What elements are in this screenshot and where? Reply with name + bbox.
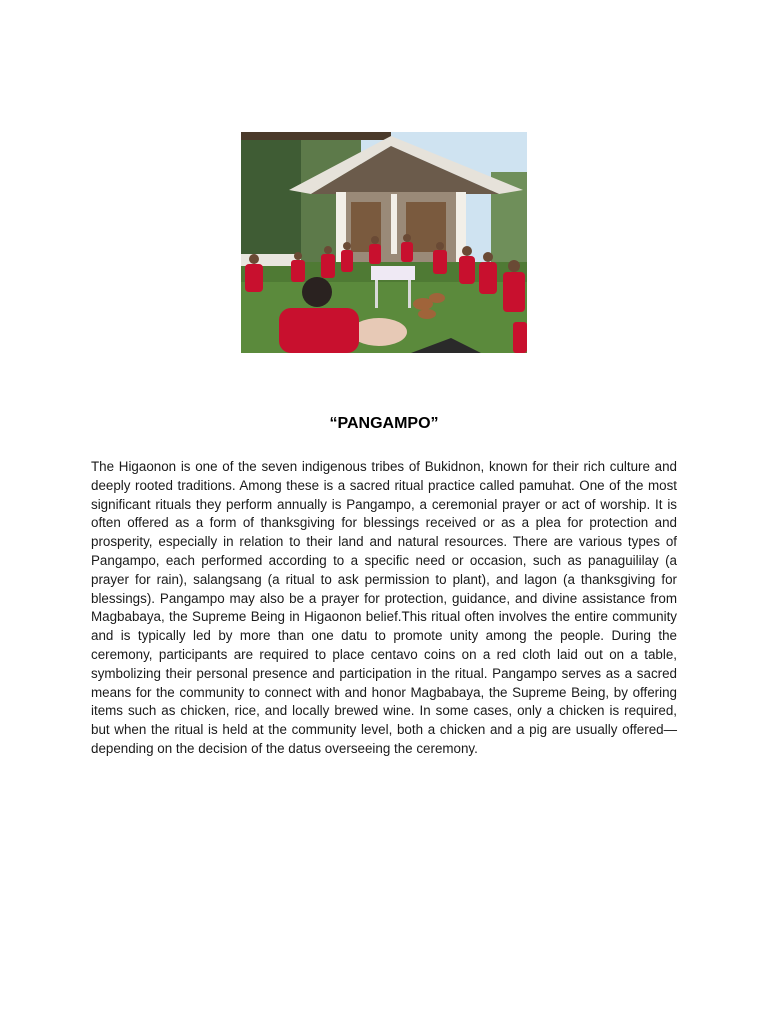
ritual-photo — [241, 132, 527, 353]
body-paragraph: The Higaonon is one of the seven indigenous tribes of Bukidnon, known for their rich culture and deeply rooted traditions. Among these is a sacred ritual practice called pamuhat. One of the most significant rituals they perform annually is Pangampo, a ceremonial prayer or act of worship. It is often offered as a form of thanksgiving for blessings received or as a plea for protection and prosperity, especially in relation to their land and natural resources. There are various types of Pangampo, each performed according to a specific need or occasion, such as panaguililay (a prayer for rain), salangsang (a ritual to ask permission to plant), and lagon (a thanksgiving for blessings). Pangampo may also be a prayer for protection, guidance, and divine assistance from Magbabaya, the Supreme Being in Higaonon belief.This ritual often involves the entire community and is typically led by more than one datu to promote unity among the people. During the ceremony, participants are required to place centavo coins on a red cloth laid out on a table, symbolizing their personal presence and participation in the ritual. Pangampo serves as a sacred means for the community to connect with and honor Magbabaya, the Supreme Being, by offering items such as chicken, rice, and locally brewed wine. In some cases, only a chicken is required, but when the ritual is held at the community level, both a chicken and a pig are usually offered—depending on the decision of the datus overseeing the ceremony. — [91, 459, 677, 756]
document-title: “PANGAMPO” — [329, 415, 439, 432]
ritual-photo-illustration — [241, 132, 527, 353]
